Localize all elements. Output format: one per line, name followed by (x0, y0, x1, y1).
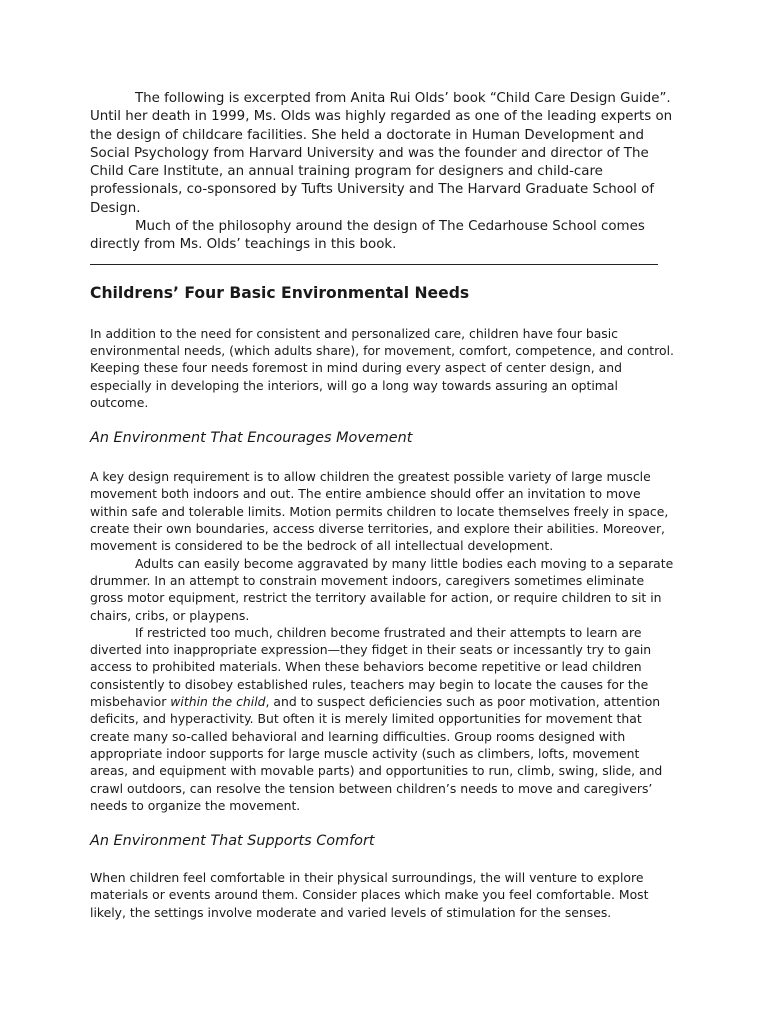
comfort-paragraph-1: When children feel comfortable in their physical surroundings, the will venture to explore materials or events around them. Consider places which make you feel comfortable. Most likely, the settings involve moderate and varied levels of stimulation for the senses. (90, 870, 649, 920)
intro-paragraph-1: The following is excerpted from Anita Rui Olds’ book “Child Care Design Guide”. Until her death in 1999, Ms. Olds was highly regarded as one of the leading experts on the design of childcare facilities. She held a doctorate in Human Development and Social Psychology from Harvard University and was the founder and director of The Child Care Institute, an annual training program for designers and child-care professionals, co-sponsored by Tufts University and The Harvard Graduate School of Design. (90, 91, 673, 216)
movement-paragraph-2: Adults can easily become aggravated by many little bodies each moving to a separate drummer. In an attempt to constrain movement indoors, caregivers sometimes eliminate gross motor equipment, restrict the territory available for action, or require children to sit in chairs, cribs, or playpens. (90, 555, 674, 623)
comfort-heading: An Environment That Supports Comfort (90, 833, 375, 850)
movement-paragraph-1: A key design requirement is to allow children the greatest possible variety of large muscle movement both indoors and out. The entire ambience should offer an invitation to move within safe and tolerable limits. Motion permits children to locate themselves freely in space, create their own boundaries, access diverse territories, and explore their abilities. Moreover, movement is considered to be the bedrock of all intellectual development. (90, 469, 669, 554)
section-title: Childrens’ Four Basic Environmental Needs (90, 283, 470, 302)
document-page (90, 90, 680, 921)
movement-paragraph-3 (90, 624, 680, 814)
movement-paragraph-3-part-a: If restricted too much, children become frustrated and their attempts to learn are diverted into inappropriate expression—they fidget in their seats or incessantly try to gain access to prohibited materials. When these behaviors become repetitive or lead children consistently to disobey established rules, teachers may begin to locate the causes for the misbehavior (90, 624, 652, 710)
horizontal-rule (90, 264, 658, 265)
section-body (90, 325, 680, 921)
movement-paragraph-3-part-b: , and to suspect deficiencies such as poor motivation, attention deficits, and hyperactivity. But often it is merely limited opportunities for movement that create many so-called behavioral and learning difficulties. Group rooms designed with appropriate indoor supports for large muscle activity (such as climbers, lofts, movement areas, and equipment with movable parts) and opportunities to run, climb, swing, slide, and crawl outdoors, can resolve the tension between children’s needs to move and caregivers’ needs to organize the movement. (90, 694, 663, 813)
intro-paragraph-2: Much of the philosophy around the design of The Cedarhouse School comes directly from Ms. Olds’ teachings in this book. (90, 219, 645, 253)
movement-paragraph-3-emphasis: within the child (170, 694, 266, 710)
section-intro-paragraph: In addition to the need for consistent and personalized care, children have four basic environmental needs, (which adults share), for movement, comfort, competence, and control. Keeping these four needs foremost in mind during every aspect of center design, and especially in developing the interiors, will go a long way towards assuring an optimal outcome. (90, 325, 674, 410)
movement-heading: An Environment That Encourages Movement (90, 430, 413, 447)
intro-block (90, 90, 680, 255)
